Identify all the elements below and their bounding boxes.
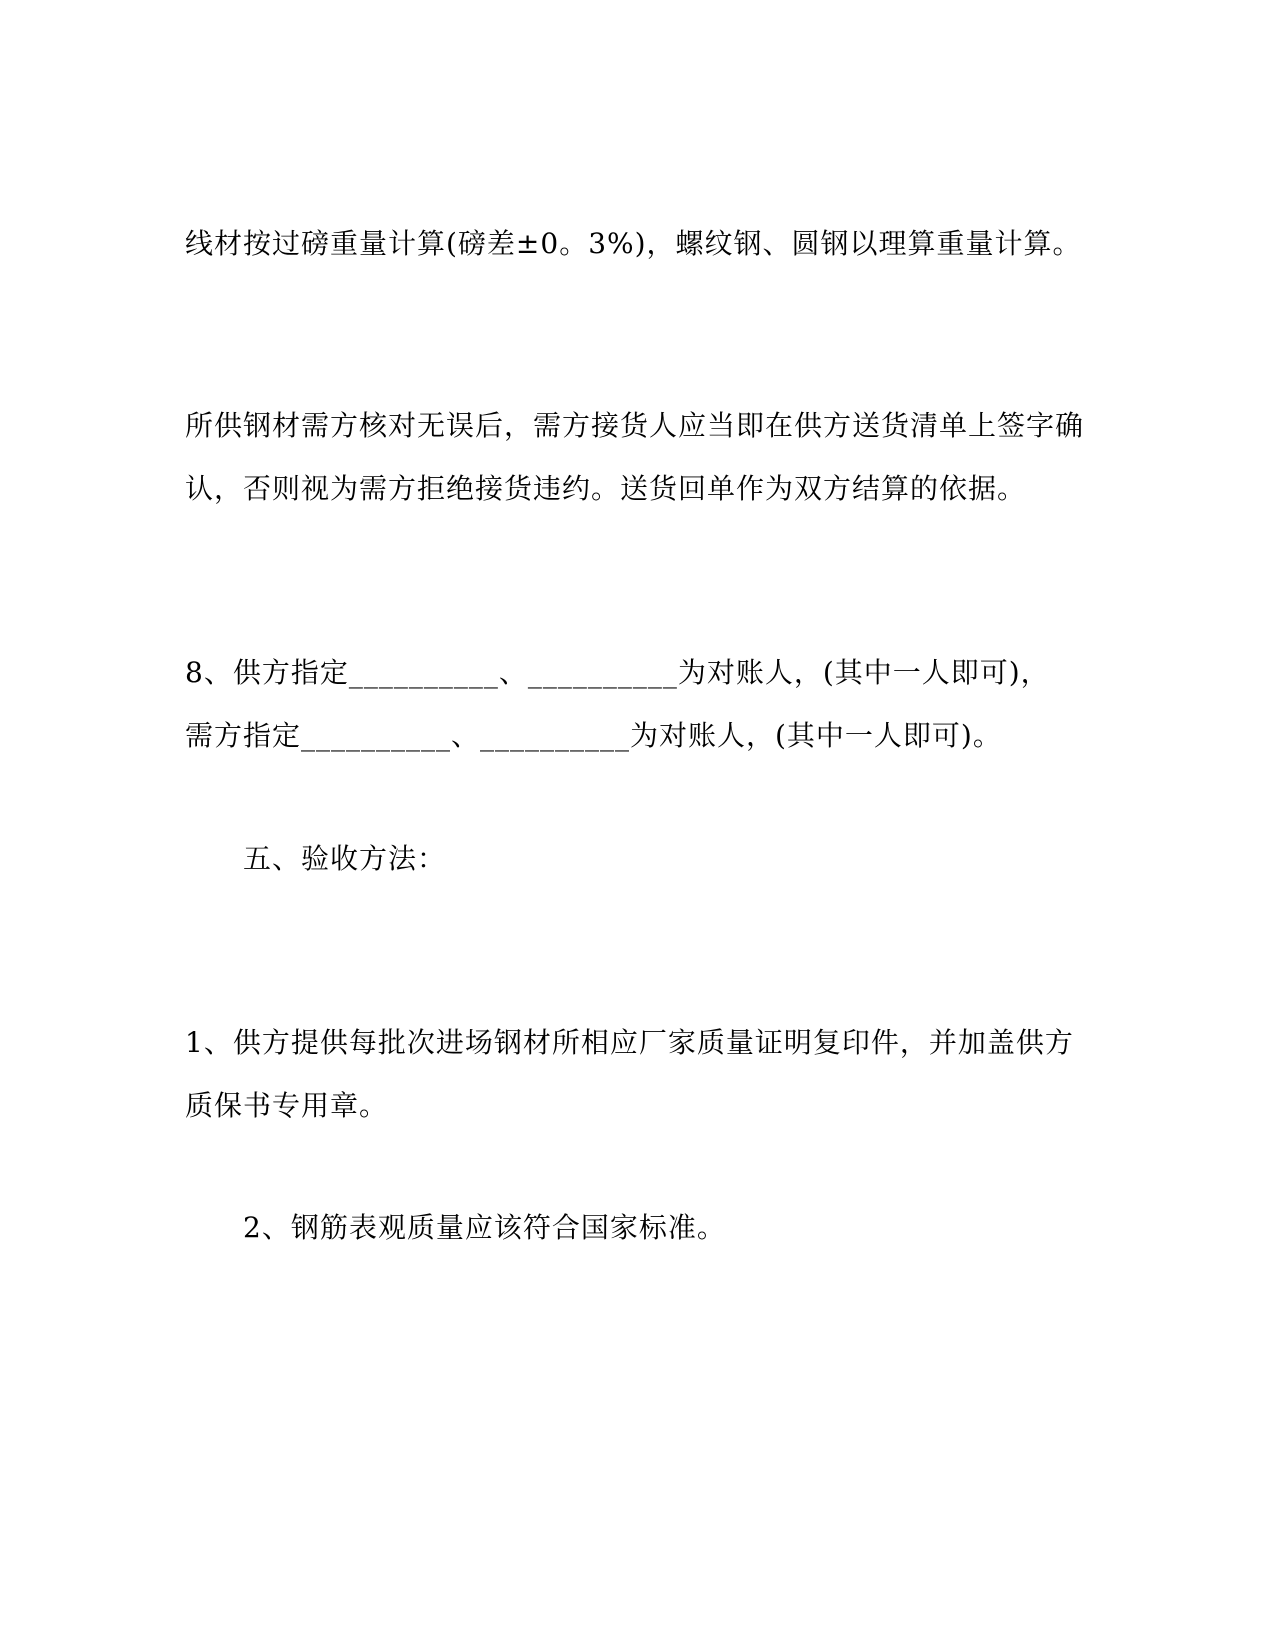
paragraph-receipt-confirmation-line-1: 所供钢材需方核对无误后，需方接货人应当即在供方送货清单上签字确: [185, 409, 1085, 442]
clause-8-reconciler-supplier: 8、供方指定__________、__________为对账人，(其中一人即可)，: [185, 656, 1050, 689]
acceptance-item-2: 2、钢筋表观质量应该符合国家标准。: [243, 1211, 726, 1244]
paragraph-receipt-confirmation-line-2: 认，否则视为需方拒绝接货违约。送货回单作为双方结算的依据。: [185, 472, 1027, 505]
acceptance-item-1-line-1: 1、供方提供每批次进场钢材所相应厂家质量证明复印件，并加盖供方: [185, 1026, 1074, 1059]
paragraph-weight-calculation: 线材按过磅重量计算(磅差±0。3%)，螺纹钢、圆钢以理算重量计算。: [185, 227, 1082, 260]
clause-8-reconciler-buyer: 需方指定__________、__________为对账人，(其中一人即可)。: [185, 719, 1002, 752]
section-heading-acceptance-method: 五、验收方法：: [243, 842, 447, 875]
acceptance-item-1-line-2: 质保书专用章。: [185, 1089, 389, 1122]
